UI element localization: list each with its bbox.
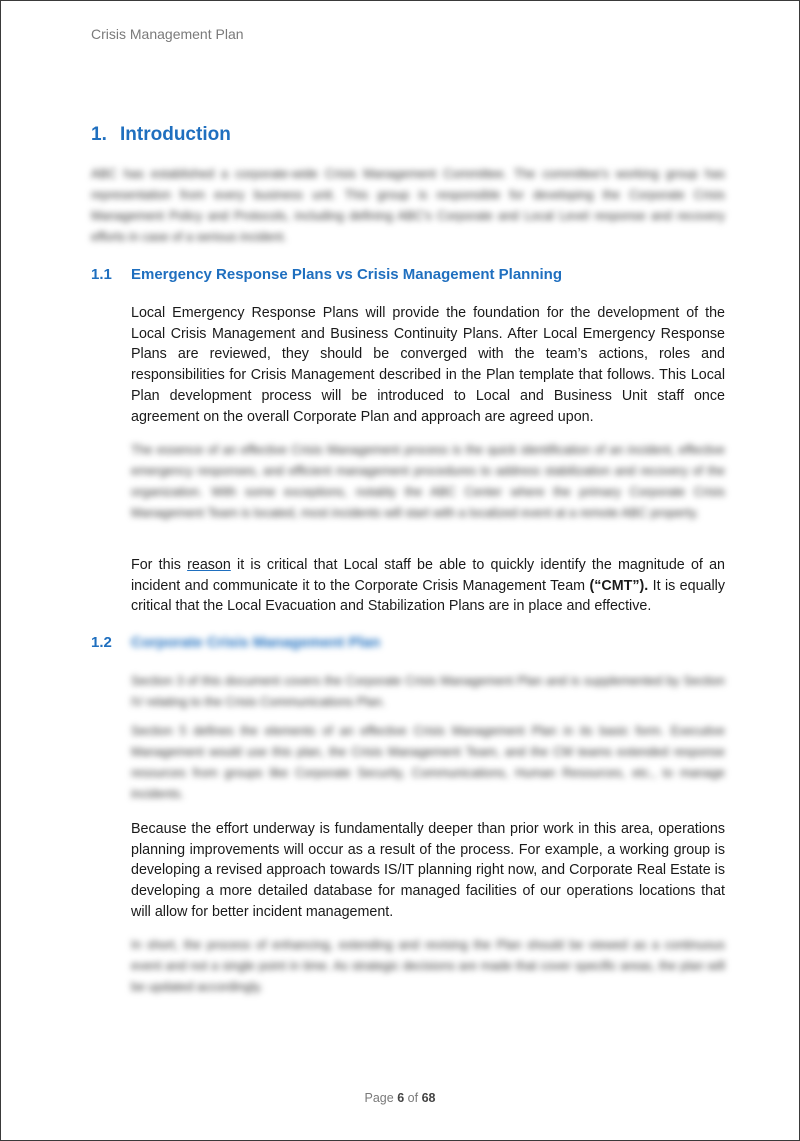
- subsection-number: 1.2: [91, 634, 112, 651]
- subsection-heading-1-2: [91, 634, 380, 651]
- blurred-paragraph: ABC has established a corporate-wide Crisis Management Committee. The committee's working group has representation from every business unit. This group is responsible for developing the Corporate Crisis Management Policy and Protocols, including defining ABC's Corporate and Local Level response and recovery efforts in case of a serious incident.: [91, 167, 725, 244]
- section-number: 1.: [91, 124, 107, 145]
- subsection-number: 1.1: [91, 266, 112, 283]
- section-title: Introduction: [120, 124, 231, 145]
- current-page-number: 6: [397, 1091, 405, 1105]
- subsection-title: Corporate Crisis Management Plan: [131, 634, 381, 651]
- page-footer: Page 6 of 68: [364, 1091, 436, 1105]
- blurred-paragraph: Section 3 of this document covers the Corporate Crisis Management Plan and is supplemented by Section IV relating to the Crisis Communications Plan.: [131, 674, 725, 709]
- blurred-paragraph: The essence of an effective Crisis Management process is the quick identification of an incident, effective emergency responses, and efficient management procedures to address stabilization and recovery of the organization. With some exceptions, notably the ABC Center where the primary Corporate Crisis Management Team is located, most incidents will start with a localized event at a remote ABC property.: [131, 443, 725, 520]
- cmt-abbreviation: (“CMT”).: [589, 577, 649, 594]
- subsection-title: Emergency Response Plans vs Crisis Management Planning: [131, 266, 562, 283]
- paragraph: Because the effort underway is fundamentally deeper than prior work in this area, operations planning improvements will occur as a result of the process. For example, a working group is developing a revised approach towards IS/IT planning right now, and Corporate Real Estate is developing a more detailed database for managed facilities of our operations locations that will allow for better incident management.: [131, 821, 725, 920]
- paragraph: For this reason it is critical that Local staff be able to quickly identify the magnitude of an incident and communicate it to the Corporate Crisis Management Team (“CMT”). It is equally critical that the Local Evacuation and Stabilization Plans are in place and effective.: [131, 557, 725, 615]
- subsection-heading-1-1: [91, 266, 562, 283]
- blurred-paragraph: In short, the process of enhancing, extending and revising the Plan should be viewed as a continuous event and not a single point in time. As strategic decisions are made that cover specific areas, the plan will be updated accordingly.: [131, 938, 725, 994]
- spellcheck-underlined-word: reason: [187, 557, 231, 573]
- section-heading-introduction: [91, 124, 231, 146]
- blurred-paragraph: Section 5 defines the elements of an effective Crisis Management Plan in its basic form. Executive Management would use this plan, the Crisis Management Team, and the CM teams extended response resources from groups like Corporate Security, Communications, Human Resources, etc., to manage incidents.: [131, 724, 725, 801]
- running-header: Crisis Management Plan: [91, 26, 244, 42]
- total-pages: 68: [421, 1091, 436, 1105]
- paragraph: Local Emergency Response Plans will provide the foundation for the development of the Local Crisis Management and Business Continuity Plans. After Local Emergency Response Plans are reviewed, they should be converged with the team’s actions, roles and responsibilities for Crisis Management described in the Plan template that follows. This Local Plan development process will be introduced to Local and Business Unit staff once agreement on the overall Corporate Plan and approach are agreed upon.: [131, 305, 725, 425]
